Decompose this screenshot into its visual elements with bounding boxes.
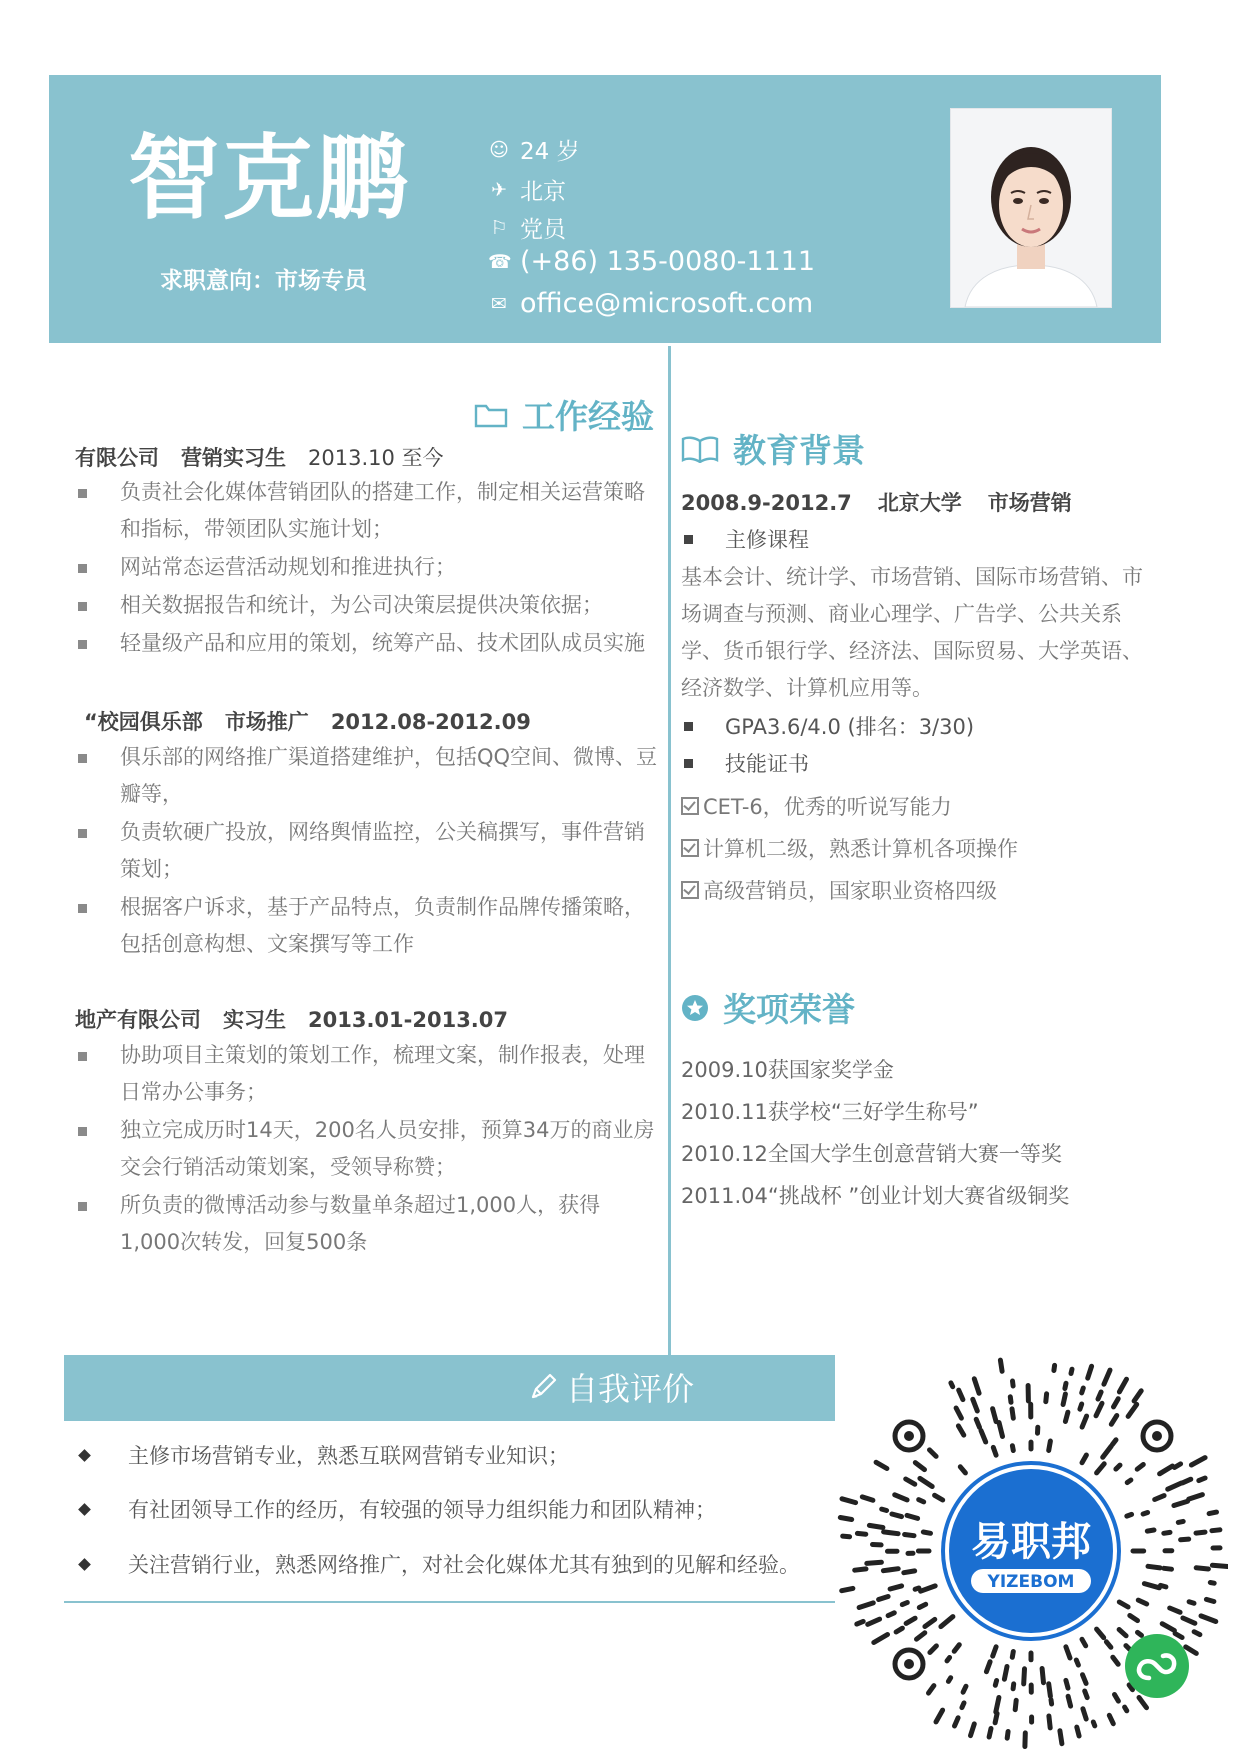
- qr-ray: [1212, 1530, 1220, 1531]
- qr-ray: [999, 1423, 1003, 1437]
- qr-ray: [840, 1518, 851, 1520]
- list-item: [76, 1440, 569, 1470]
- qr-ray: [1111, 1416, 1117, 1425]
- job-3-role: 实习生: [223, 1008, 286, 1032]
- self-eval-banner: [64, 1355, 835, 1421]
- qr-ray: [1109, 1715, 1113, 1723]
- city-row: [488, 173, 566, 206]
- qr-ray: [954, 1645, 959, 1652]
- qr-ray: [1097, 1629, 1104, 1638]
- qr-ray: [1093, 1722, 1095, 1726]
- city-text: 北京: [520, 179, 566, 205]
- qr-ray: [976, 1419, 979, 1427]
- qr-ray: [1066, 1647, 1070, 1658]
- cert-text: 高级营销员，国家职业资格四级: [703, 879, 997, 903]
- qr-ray: [1066, 1680, 1068, 1688]
- qr-ray: [902, 1603, 907, 1605]
- qr-ray: [1082, 1639, 1086, 1646]
- qr-ray: [1174, 1501, 1188, 1505]
- job-2-header: [84, 706, 553, 736]
- qr-ray: [915, 1463, 924, 1470]
- qr-ray: [930, 1646, 937, 1653]
- qr-ray: [842, 1499, 856, 1503]
- job-1-header: [75, 442, 466, 472]
- qr-ray: [1191, 1458, 1205, 1465]
- qr-ray: [1182, 1479, 1190, 1483]
- cert-text: CET-6，优秀的听说写能力: [703, 795, 952, 819]
- qr-ray: [895, 1495, 907, 1500]
- qr-ray: [1042, 1669, 1043, 1683]
- email-row: [488, 288, 813, 319]
- qr-finder-top-right-dot: [1152, 1431, 1162, 1441]
- qr-ray: [996, 1698, 999, 1713]
- education-header: [681, 487, 1098, 517]
- education-school: 北京大学: [877, 491, 962, 515]
- qr-ray: [1127, 1480, 1131, 1483]
- qr-ray: [1183, 1618, 1195, 1623]
- qr-ray: [1082, 1416, 1087, 1427]
- qr-code-graphic: [835, 1352, 1228, 1750]
- qr-ray: [920, 1478, 932, 1486]
- qr-ray: [989, 1729, 991, 1738]
- qr-ray: [959, 1390, 963, 1400]
- qr-ray: [1015, 1700, 1016, 1709]
- phone-text: (+86) 135-0080-1111: [520, 246, 816, 277]
- qr-ray: [892, 1514, 902, 1517]
- list-item: 独立完成历时14天，200名人员安排，预算34万的商业房交会行销活动策划案，受领导称赞；: [75, 1112, 659, 1186]
- qr-ray: [1115, 1695, 1119, 1702]
- qr-ray: [1125, 1707, 1127, 1711]
- job-1-company: 有限公司: [75, 446, 159, 470]
- qr-ray: [1186, 1647, 1197, 1654]
- qr-ray: [883, 1569, 898, 1571]
- qr-ray: [857, 1533, 865, 1534]
- qr-ray: [904, 1571, 915, 1573]
- qr-ray: [1024, 1669, 1025, 1684]
- list-item: 俱乐部的网络推广渠道搭建维护，包括QQ空间、微博、豆瓣等，: [75, 739, 659, 813]
- qr-ray: [1049, 1716, 1050, 1728]
- age-text: 24 岁: [520, 139, 580, 165]
- qr-ray: [963, 1686, 966, 1692]
- job-1-duties: [75, 474, 659, 663]
- list-item: 负责社会化媒体营销团队的搭建工作，制定相关运营策略和指标，带领团队实施计划；: [75, 474, 659, 548]
- qr-ray: [1010, 1397, 1011, 1403]
- column-divider: [668, 346, 671, 1358]
- qr-ray: [905, 1535, 914, 1536]
- qr-ray: [869, 1525, 883, 1527]
- qr-ray: [906, 1618, 915, 1623]
- job-1-period: 2013.10 至今: [308, 446, 444, 470]
- qr-ray: [995, 1714, 997, 1723]
- education-title-text: 教育背景: [733, 431, 865, 470]
- qr-ray: [993, 1447, 996, 1455]
- qr-ray: [890, 1586, 902, 1589]
- qr-ray: [948, 1678, 950, 1682]
- qr-ray: [1175, 1464, 1181, 1468]
- qr-ray: [1098, 1392, 1101, 1399]
- flag-icon: ⚐: [490, 216, 508, 239]
- phone-row: [488, 246, 815, 277]
- qr-ray: [1189, 1602, 1194, 1604]
- qr-logo-text: 易职邦: [971, 1519, 1091, 1565]
- qr-ray: [1138, 1632, 1142, 1635]
- job-2-role: 市场推广: [224, 710, 309, 734]
- qr-ray: [956, 1408, 961, 1418]
- qr-ray: [843, 1536, 850, 1537]
- qr-ray: [919, 1604, 925, 1607]
- qr-ray: [1106, 1642, 1111, 1648]
- qr-ray: [1083, 1675, 1087, 1684]
- qr-ray: [1083, 1709, 1086, 1719]
- qr-ray: [1178, 1521, 1183, 1522]
- qr-ray: [993, 1409, 997, 1422]
- qr-ray: [874, 1635, 888, 1643]
- gpa-text: GPA3.6/4.0 (排名：3/30): [681, 711, 974, 741]
- qr-ray: [1054, 1365, 1055, 1370]
- qr-ray: [1161, 1585, 1166, 1587]
- list-item: 负责软硬广投放，网络舆情监控，公关稿撰写，事件营销策划；: [75, 814, 659, 888]
- job-3-period: 2013.01-2013.07: [308, 1008, 509, 1032]
- checkbox-icon: [681, 839, 699, 857]
- qr-ray: [1119, 1630, 1126, 1636]
- qr-ray: [1155, 1496, 1164, 1500]
- qr-ray: [1130, 1616, 1138, 1621]
- self-eval-title-text: 自我评价: [566, 1370, 695, 1408]
- qr-logo-en-text: YIZEBOM: [987, 1572, 1075, 1592]
- qr-ray: [986, 1662, 990, 1672]
- checkbox-icon: [681, 881, 699, 899]
- star-badge-icon: [681, 994, 709, 1022]
- qr-ray: [1088, 1366, 1092, 1378]
- work-section-title: [474, 391, 654, 438]
- qr-ray: [884, 1532, 899, 1534]
- qr-ray: [1063, 1394, 1065, 1405]
- award-item: 2010.12全国大学生创意营销大赛一等奖: [681, 1142, 1062, 1166]
- qr-ray: [1209, 1512, 1216, 1514]
- qr-ray: [1060, 1731, 1062, 1744]
- qr-ray: [1049, 1684, 1051, 1697]
- qr-ray: [947, 1658, 950, 1661]
- qr-ray: [1000, 1360, 1002, 1371]
- qr-ray: [1138, 1600, 1146, 1604]
- qr-ray: [1164, 1532, 1170, 1533]
- qr-ray: [1194, 1632, 1200, 1635]
- job-2-company: “校园俱乐部: [84, 710, 203, 734]
- certs-label: 技能证书: [681, 748, 809, 778]
- qr-ray: [859, 1603, 873, 1608]
- qr-ray: [921, 1586, 936, 1591]
- qr-ray: [915, 1588, 919, 1589]
- cert-item: [681, 833, 1018, 863]
- job-3-duties: [75, 1037, 659, 1262]
- qr-ray: [1046, 1394, 1047, 1402]
- qr-ray: [1068, 1696, 1071, 1706]
- qr-ray: [1012, 1652, 1013, 1658]
- qr-ray: [1210, 1583, 1214, 1584]
- qr-ray: [1013, 1684, 1014, 1689]
- list-item: 根据客户诉求，基于产品特点，负责制作品牌传播策略，包括创意构想、文案撰写等工作: [75, 889, 659, 963]
- qr-ray: [1143, 1513, 1148, 1515]
- qr-ray: [882, 1509, 887, 1510]
- email-text: office@microsoft.com: [520, 288, 814, 319]
- qr-ray: [1065, 1412, 1068, 1421]
- qr-ray: [888, 1613, 894, 1616]
- qr-ray: [896, 1628, 902, 1632]
- qr-ray: [962, 1703, 964, 1708]
- qr-ray: [1085, 1691, 1088, 1698]
- plane-icon: ✈: [491, 178, 507, 201]
- qr-ray: [906, 1479, 915, 1484]
- qr-ray: [960, 1467, 965, 1473]
- qr-ray: [867, 1562, 882, 1563]
- qr-ray: [935, 1495, 943, 1500]
- mini-program-qr-code: [835, 1352, 1228, 1750]
- qr-ray: [1137, 1465, 1143, 1470]
- qr-ray: [876, 1462, 887, 1468]
- profile-photo: [950, 108, 1112, 308]
- folder-icon: [474, 402, 508, 428]
- qr-ray: [1012, 1409, 1013, 1418]
- qr-ray: [1007, 1732, 1008, 1739]
- phone-icon: ☎: [488, 250, 512, 273]
- award-item: 2011.04“挑战杯 ”创业计划大赛省级铜奖: [681, 1184, 1070, 1208]
- qr-ray: [1170, 1608, 1180, 1612]
- qr-ray: [1112, 1440, 1116, 1445]
- qr-finder-top-left-dot: [904, 1431, 914, 1441]
- qr-ray: [1201, 1616, 1216, 1622]
- qr-ray: [1077, 1727, 1079, 1736]
- qr-ray: [929, 1686, 934, 1694]
- self-eval-title: [528, 1364, 694, 1410]
- mail-icon: ✉: [491, 292, 507, 315]
- qr-ray: [936, 1710, 943, 1722]
- qr-ray: [1181, 1539, 1189, 1540]
- award-item: 2010.11获学校“三好学生称号”: [681, 1100, 979, 1124]
- qr-ray: [1127, 1514, 1132, 1516]
- qr-ray: [1139, 1698, 1147, 1708]
- qr-ray: [1196, 1532, 1205, 1533]
- qr-ray: [1147, 1530, 1154, 1531]
- list-item: [76, 1494, 716, 1524]
- qr-ray: [1148, 1566, 1160, 1568]
- list-item: 所负责的微博活动参与数量单条超过1,000人，获得1,000次转发，回复500条: [75, 1187, 659, 1261]
- qr-ray: [1134, 1391, 1141, 1401]
- qr-finder-bottom-left-dot: [904, 1659, 914, 1669]
- qr-ray: [1049, 1441, 1051, 1451]
- qr-ray: [1013, 1381, 1014, 1386]
- qr-ray: [1175, 1634, 1182, 1638]
- qr-ray: [862, 1497, 873, 1500]
- list-item: [76, 1549, 800, 1579]
- qr-ray: [1076, 1660, 1078, 1665]
- qr-ray: [1104, 1370, 1110, 1384]
- diamond-bullet-icon: [78, 1558, 91, 1571]
- qr-ray: [1199, 1478, 1205, 1481]
- diamond-bullet-icon: [78, 1503, 91, 1516]
- portrait-illustration: [951, 109, 1111, 307]
- qr-ray: [1080, 1404, 1082, 1409]
- qr-ray: [1160, 1466, 1173, 1474]
- qr-ray: [1168, 1483, 1182, 1489]
- job-2-duties: [75, 739, 659, 964]
- self-eval-text: 主修市场营销专业，熟悉互联网营销专业知识；: [128, 1444, 569, 1468]
- qr-ray: [868, 1619, 880, 1624]
- qr-ray: [1206, 1599, 1214, 1601]
- qr-ray: [941, 1617, 953, 1627]
- list-item: 轻量级产品和应用的策划，统筹产品、技术团队成员实施: [75, 625, 659, 662]
- qr-ray: [1119, 1379, 1126, 1392]
- qr-ray: [917, 1633, 925, 1639]
- cert-item: [681, 791, 952, 821]
- qr-ray: [1113, 1657, 1118, 1664]
- politics-text: 党员: [520, 217, 566, 243]
- qr-ray: [1196, 1568, 1208, 1569]
- education-section-title: [681, 425, 865, 472]
- qr-ray: [1144, 1584, 1159, 1588]
- qr-ray: [951, 1383, 953, 1387]
- qr-ray: [958, 1426, 963, 1435]
- qr-ray: [857, 1621, 863, 1624]
- job-1-role: 营销实习生: [181, 446, 286, 470]
- qr-ray: [879, 1597, 889, 1600]
- education-major: 市场营销: [987, 491, 1072, 515]
- qr-ray: [974, 1379, 979, 1394]
- job-2-period: 2012.08-2012.09: [330, 710, 531, 734]
- qr-ray: [993, 1647, 996, 1656]
- qr-ray: [1128, 1404, 1137, 1416]
- qr-ray: [1162, 1624, 1174, 1631]
- qr-ray: [1082, 1455, 1086, 1463]
- smile-icon: ☺: [489, 138, 509, 161]
- pencil-icon: [528, 1372, 558, 1402]
- awards-title-text: 奖项荣誉: [723, 990, 855, 1029]
- award-item: 2009.10获国家奖学金: [681, 1058, 894, 1082]
- qr-ray: [1004, 1667, 1007, 1680]
- cert-item: [681, 875, 997, 905]
- qr-ray: [1119, 1602, 1128, 1607]
- qr-ray: [930, 1450, 937, 1457]
- qr-ray: [1097, 1464, 1105, 1473]
- qr-ray: [1212, 1565, 1227, 1566]
- qr-ray: [1116, 1465, 1120, 1469]
- job-intent: 求职意向：市场专员: [160, 268, 367, 294]
- qr-ray: [907, 1515, 918, 1518]
- qr-ray: [1051, 1700, 1052, 1704]
- list-item: 协助项目主策划的策划工作，梳理文案，制作报表，处理日常办公事务；: [75, 1037, 659, 1111]
- qr-ray: [1189, 1495, 1203, 1500]
- qr-ray: [995, 1681, 996, 1686]
- qr-ray: [1164, 1568, 1172, 1569]
- qr-ray: [842, 1588, 853, 1590]
- work-title-text: 工作经验: [522, 397, 654, 436]
- qr-ray: [1082, 1388, 1084, 1393]
- book-icon: [681, 435, 719, 463]
- self-eval-underline: [64, 1601, 835, 1603]
- age-row: [488, 133, 580, 166]
- qr-ray: [1103, 1446, 1112, 1457]
- education-period: 2008.9-2012.7: [681, 491, 852, 515]
- qr-ray: [925, 1619, 935, 1626]
- courses-label: 主修课程: [681, 524, 809, 554]
- diamond-bullet-icon: [78, 1449, 91, 1462]
- qr-ray: [955, 1718, 959, 1726]
- qr-ray: [1065, 1383, 1066, 1388]
- qr-ray: [1126, 1646, 1130, 1650]
- self-eval-text: 有社团领导工作的经历，有较强的领导力组织能力和团队精神；: [128, 1498, 716, 1522]
- qr-ray: [981, 1431, 986, 1442]
- qr-ray: [1096, 1403, 1102, 1416]
- candidate-name: 智克鹏: [128, 125, 411, 232]
- qr-ray: [1012, 1446, 1013, 1451]
- qr-ray: [1071, 1369, 1072, 1373]
- qr-ray: [1114, 1399, 1119, 1407]
- job-3-company: 地产有限公司: [75, 1008, 201, 1032]
- qr-ray: [971, 1724, 975, 1736]
- courses-text: 基本会计、统计学、市场营销、国际市场营销、市场调查与预测、商业心理学、广告学、公共关系学、货币银行学、经济法、国际贸易、大学英语、经济数学、计算机应用等。: [681, 565, 1143, 700]
- qr-ray: [973, 1399, 978, 1411]
- list-item: 网站常态运营活动规划和推进执行；: [75, 549, 659, 586]
- qr-ray: [855, 1569, 866, 1570]
- checkbox-icon: [681, 797, 699, 815]
- cert-text: 计算机二级，熟悉计算机各项操作: [703, 837, 1018, 861]
- job-3-header: [75, 1004, 530, 1034]
- politics-row: [488, 211, 566, 244]
- awards-section-title: [681, 984, 855, 1031]
- self-eval-text: 关注营销行业，熟悉网络推广，对社会化媒体尤其有独到的见解和经验。: [128, 1553, 800, 1577]
- qr-ray: [919, 1500, 924, 1502]
- list-item: 相关数据报告和统计，为公司决策层提供决策依据；: [75, 587, 659, 624]
- qr-ray: [923, 1532, 930, 1533]
